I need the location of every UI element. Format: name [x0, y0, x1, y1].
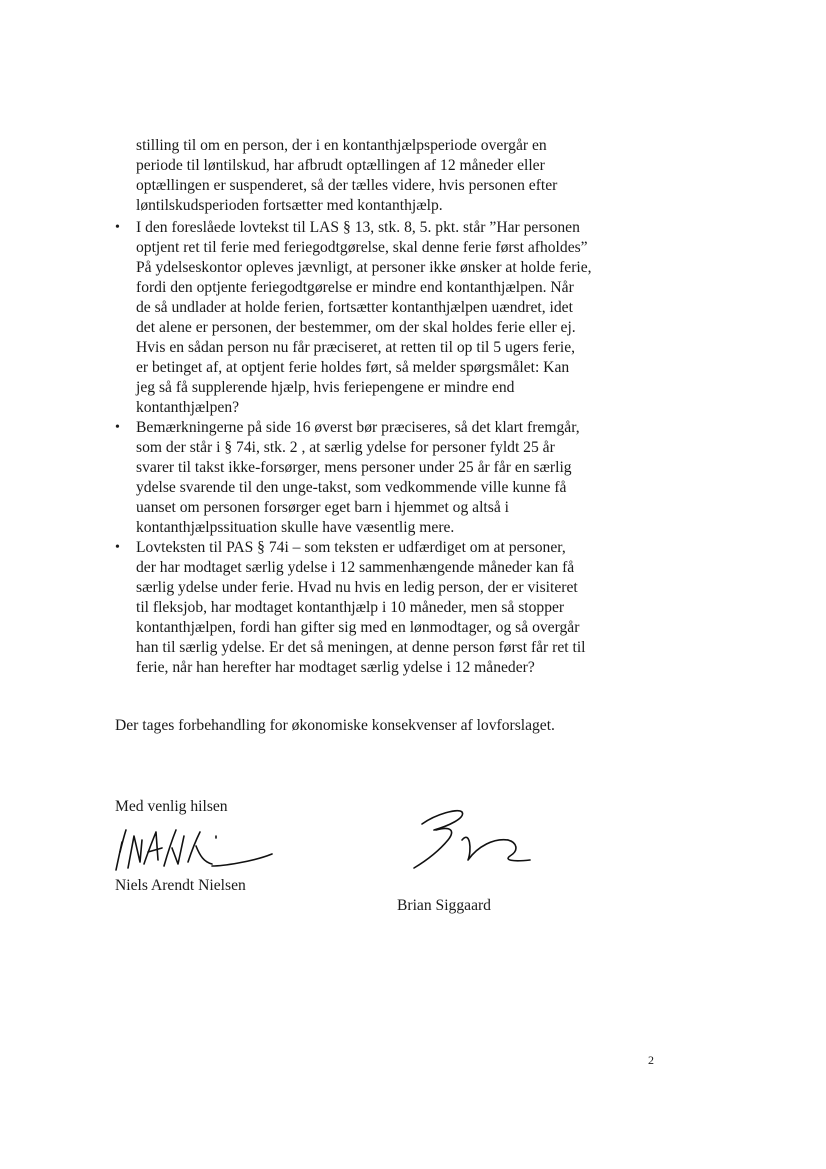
- text-line: På ydelseskontor opleves jævnligt, at personer ikke ønsker at holde ferie,: [136, 259, 592, 276]
- signatory-2-name: Brian Siggaard: [397, 897, 491, 914]
- closing-statement: Der tages forbehandling for økonomiske konsekvenser af lovforslaget.: [115, 717, 555, 734]
- text-line: de så undlader at holde ferien, fortsætter kontanthjælpen uændret, idet: [136, 299, 573, 316]
- text-line: løntilskudsperioden fortsætter med kontanthjælp.: [136, 197, 443, 214]
- bullet-item-ferie: [115, 218, 616, 418]
- text-line: er betinget af, at optjent ferie holdes ført, så melder spørgsmålet: Kan: [136, 359, 570, 376]
- bullet-icon: •: [115, 540, 120, 555]
- text-line: ferie, når han herefter har modtaget særlig ydelse i 12 måneder?: [136, 659, 535, 676]
- text-line: særlig ydelse under ferie. Hvad nu hvis en ledig person, der er visiteret: [136, 579, 578, 596]
- text-line: Bemærkningerne på side 16 øverst bør præciseres, så det klart fremgår,: [136, 419, 580, 436]
- text-line: ydelse svarende til den unge-takst, som vedkommende ville kunne få: [136, 479, 567, 496]
- greeting: Med venlig hilsen: [115, 798, 228, 815]
- text-line: Lovteksten til PAS § 74i – som teksten er udfærdiget om at personer,: [136, 539, 566, 556]
- text-line: som der står i § 74i, stk. 2 , at særlig ydelse for personer fyldt 25 år: [136, 439, 555, 456]
- text-line: kontanthjælpen, fordi han gifter sig med en lønmodtager, og så overgår: [136, 619, 580, 636]
- text-line: uanset om personen forsørger eget barn i hjemmet og altså i: [136, 499, 509, 516]
- text-line: fordi den optjente feriegodtgørelse er mindre end kontanthjælpen. Når: [136, 279, 574, 296]
- text-line: kontanthjælpen?: [136, 399, 240, 416]
- page-number: 2: [648, 1053, 654, 1067]
- continuation-paragraph: [136, 136, 606, 216]
- text-line: der har modtaget særlig ydelse i 12 sammenhængende måneder kan få: [136, 559, 575, 576]
- text-line: optællingen er suspenderet, så der tælles videre, hvis personen efter: [136, 177, 558, 194]
- bullet-item-lovteksten: [115, 538, 616, 678]
- text-line: han til særlig ydelse. Er det så meningen, at denne person først får ret til: [136, 639, 586, 656]
- text-line: Hvis en sådan person nu får præciseret, at retten til op til 5 ugers ferie,: [136, 339, 576, 356]
- signatory-1-name: Niels Arendt Nielsen: [115, 877, 246, 894]
- text-line: jeg så få supplerende hjælp, hvis feriepengene er mindre end: [136, 379, 515, 396]
- text-line: svarer til takst ikke-forsørger, mens personer under 25 år får en særlig: [136, 459, 572, 476]
- bullet-item-bemaerkninger: [115, 418, 616, 538]
- text-line: optjent ret til ferie med feriegodtgørelse, skal denne ferie først afholdes”: [136, 239, 588, 256]
- signature-2-image: [408, 800, 538, 880]
- text-line: til fleksjob, har modtaget kontanthjælp i 10 måneder, men så stopper: [136, 599, 565, 616]
- text-line: stilling til om en person, der i en kontanthjælpsperiode overgår en: [136, 137, 547, 154]
- bullet-list: [115, 218, 616, 678]
- bullet-icon: •: [115, 220, 120, 235]
- bullet-icon: •: [115, 420, 120, 435]
- text-line: periode til løntilskud, har afbrudt optællingen af 12 måneder eller: [136, 157, 545, 174]
- text-line: det alene er personen, der bestemmer, om der skal holdes ferie eller ej.: [136, 319, 576, 336]
- signature-1-image: [112, 822, 277, 877]
- text-line: kontanthjælpssituation skulle have væsentlig mere.: [136, 519, 455, 536]
- text-line: I den foreslåede lovtekst til LAS § 13, stk. 8, 5. pkt. står ”Har personen: [136, 219, 580, 236]
